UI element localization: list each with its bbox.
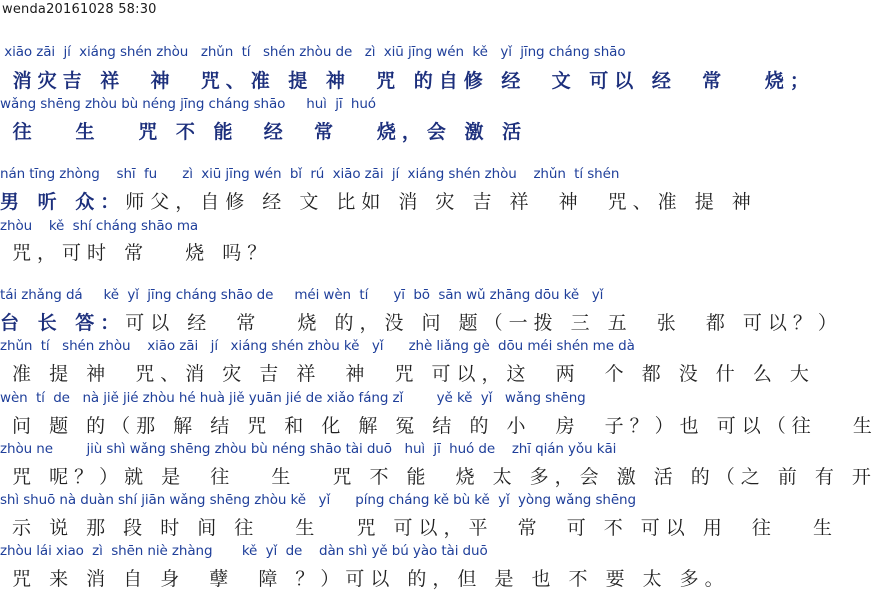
pinyin-line-5: tái zhǎng dá kě yǐ jīng cháng shāo de méi wèn tí yī bō sān wǔ zhāng dōu kě yǐ [0,287,604,303]
text-line-2: 往 生 咒 不 能 经 常 烧，会 激 活 [0,121,528,143]
text-line-6: 准 提 神 咒、消 灾 吉 祥 神 咒 可以，这 两 个 都 没 什 么 大 [0,363,815,385]
pinyin-line-10: zhòu lái xiao zì shēn niè zhàng kě yǐ de dàn shì yě bú yào tài duō [0,543,488,559]
text-line-7: 问 题 的（那 解 结 咒 和 化 解 冤 结 的 小 房 子？）也 可以（往 生 [0,415,878,437]
pinyin-line-8: zhòu ne jiù shì wǎng shēng zhòu bù néng shāo tài duō huì jī huó de zhī qián yǒu kāi [0,441,617,457]
text-line-9: 示 说 那 段 时 间 往 生 咒 可以，平 常 可 不 可以 用 往 生 [0,517,839,539]
text-line-8: 咒 呢？）就 是 往 生 咒 不 能 烧 太 多，会 激 活 的（之 前 有 开 [0,466,877,488]
header-timestamp: wenda20161028 58:30 [2,2,157,17]
speaker-text: 可以 经 常 烧 的，没 问 题（一拨 三 五 张 都 可以？） [125,312,843,334]
text-line-1: 消灾吉 祥 神 咒、准 提 神 咒 的自修 经 文 可以 经 常 烧； [0,70,815,92]
speaker-label: 台 长 答： [0,312,126,334]
pinyin-line-9: shì shuō nà duàn shí jiān wǎng shēng zhòu kě yǐ píng cháng kě bù kě yǐ yòng wǎng shēng [0,492,636,508]
text-line-5 [0,308,843,335]
pinyin-line-7: wèn tí de nà jiě jié zhòu hé huà jiě yuān jié de xiǎo fáng zǐ yě kě yǐ wǎng shēng [0,390,586,406]
pinyin-line-6: zhǔn tí shén zhòu xiāo zāi jí xiáng shén zhòu kě yǐ zhè liǎng gè dōu méi shén me dà [0,338,635,354]
text-line-10: 咒 来 消 自 身 孽 障 ？）可以 的，但 是 也 不 要 太 多。 [0,568,730,590]
pinyin-line-2: wǎng shēng zhòu bù néng jīng cháng shāo huì jī huó [0,96,376,112]
pinyin-line-3: nán tīng zhòng shī fu zì xiū jīng wén bǐ rú xiāo zāi jí xiáng shén zhòu zhǔn tí shén [0,166,620,182]
text-line-3 [0,187,757,214]
text-line-4: 咒，可时 常 烧 吗？ [0,242,273,264]
pinyin-line-1: xiāo zāi jí xiáng shén zhòu zhǔn tí shén zhòu de zì xiū jīng wén kě yǐ jīng cháng shāo [0,44,626,60]
pinyin-line-4: zhòu kě shí cháng shāo ma [0,218,199,234]
speaker-text: 师父，自修 经 文 比如 消 灾 吉 祥 神 咒、准 提 神 [125,191,757,213]
speaker-label: 男 听 众： [0,191,126,213]
